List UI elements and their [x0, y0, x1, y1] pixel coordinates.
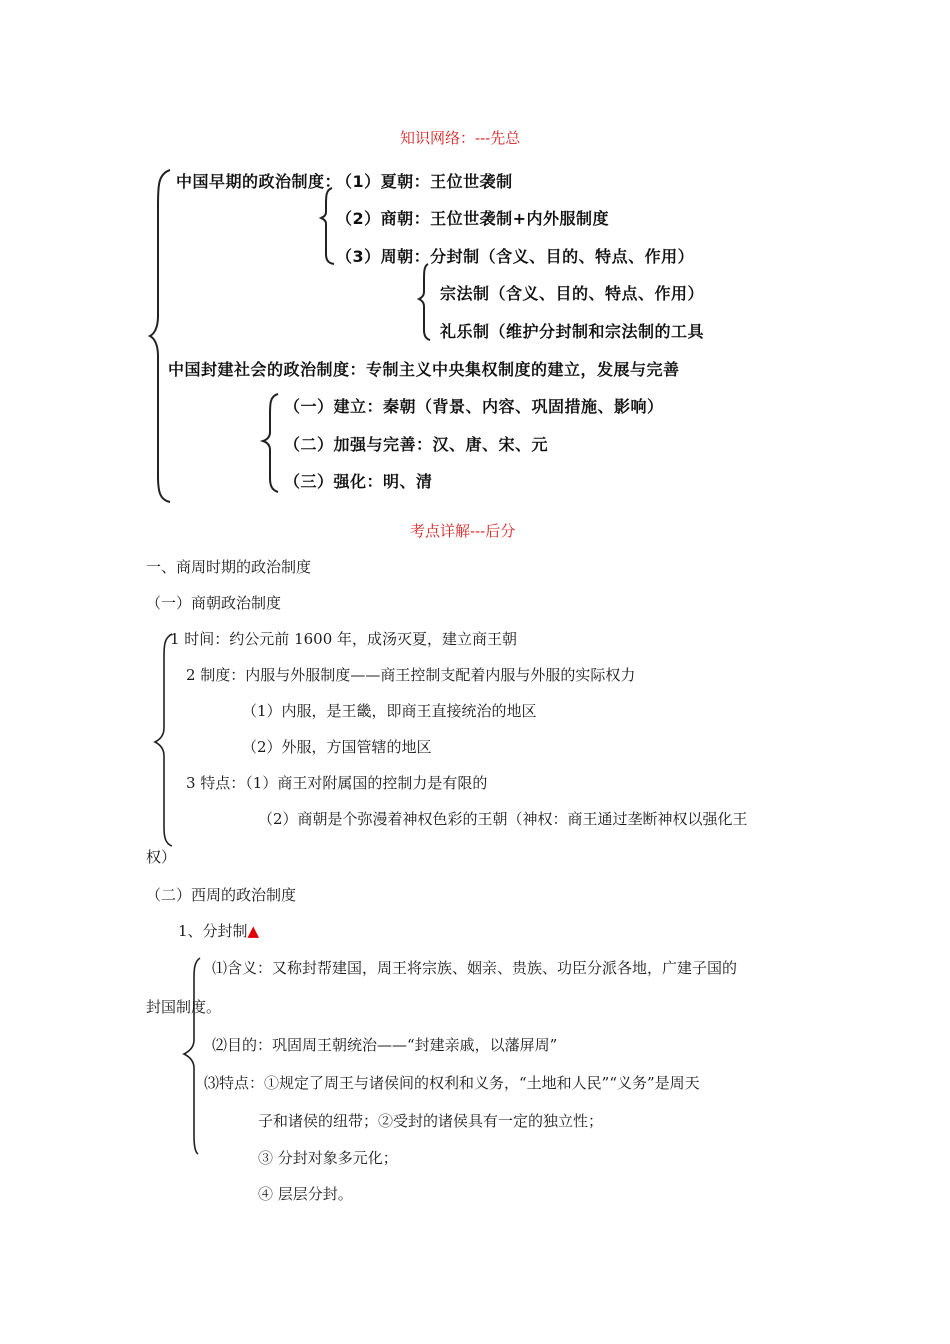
- shang-line-feature2-cont: 权）: [146, 848, 177, 866]
- zhou-item-liyue: 礼乐制（维护分封制和宗法制的工具: [440, 322, 705, 341]
- fenfeng-line-purpose: ⑵目的：巩固周王朝统治——“封建亲戚，以藩屏周”: [212, 1036, 558, 1054]
- feudal-item-2: （二）加强与完善：汉、唐、宋、元: [284, 435, 549, 454]
- fenfeng-line-feature: ⑶特点：①规定了周王与诸侯间的权利和义务，“土地和人民”“义务”是周天: [204, 1074, 700, 1092]
- section1-title: 一、商周时期的政治制度: [146, 558, 312, 576]
- fenfeng-line-feature4: ④ 层层分封。: [258, 1185, 353, 1203]
- early-title: 中国早期的政治制度：: [176, 172, 342, 191]
- early-item-shang: （2）商朝：王位世袭制+内外服制度: [336, 209, 610, 228]
- important-marker-icon: ▲: [247, 922, 260, 940]
- zhou-item-zongfa: 宗法制（含义、目的、特点、作用）: [440, 284, 705, 303]
- feudal-item-1: （一）建立：秦朝（背景、内容、巩固措施、影响）: [284, 397, 664, 416]
- shang-line-time: 1 时间：约公元前 1600 年，成汤灭夏，建立商王朝: [170, 630, 518, 648]
- early-item-zhou: （3）周朝：分封制（含义、目的、特点、作用）: [336, 247, 695, 266]
- shang-line-waifu: （2）外服，方国管辖的地区: [242, 738, 432, 756]
- shang-line-feature2: （2）商朝是个弥漫着神权色彩的王朝（神权：商王通过垄断神权以强化王: [258, 810, 748, 828]
- detail-heading: 考点详解---后分: [410, 522, 516, 540]
- outer-brace: [148, 166, 178, 506]
- shang-brace: [154, 632, 176, 848]
- early-item-xia: （1）夏朝：王位世袭制: [336, 172, 513, 191]
- fenfeng-line-feature-cont: 子和诸侯的纽带；②受封的诸侯具有一定的独立性；: [258, 1112, 604, 1130]
- shang-line-system: 2 制度：内服与外服制度——商王控制支配着内服与外服的实际权力: [186, 666, 636, 684]
- fenfeng-line-meaning-cont: 封国制度。: [146, 998, 222, 1016]
- zhou-brace: [418, 262, 438, 342]
- feudal-brace: [262, 392, 284, 494]
- fenfeng-title: [178, 920, 259, 941]
- shang-title: （一）商朝政治制度: [146, 594, 282, 612]
- shang-line-feature1: 3 特点：（1）商王对附属国的控制力是有限的: [186, 774, 488, 792]
- fenfeng-line-meaning: ⑴含义：又称封帮建国，周王将宗族、姻亲、贵族、功臣分派各地，广建子国的: [212, 959, 738, 977]
- feudal-title: 中国封建社会的政治制度：专制主义中央集权制度的建立，发展与完善: [168, 360, 680, 379]
- zhou-title: （二）西周的政治制度: [146, 886, 297, 904]
- fenfeng-line-feature3: ③ 分封对象多元化；: [258, 1149, 398, 1167]
- fenfeng-brace: [182, 956, 204, 1156]
- network-heading: 知识网络：---先总: [400, 129, 521, 147]
- feudal-item-3: （三）强化：明、清: [284, 472, 433, 491]
- shang-line-neifu: （1）内服，是王畿，即商王直接统治的地区: [242, 702, 537, 720]
- fenfeng-title-text: 1、分封制: [178, 922, 248, 940]
